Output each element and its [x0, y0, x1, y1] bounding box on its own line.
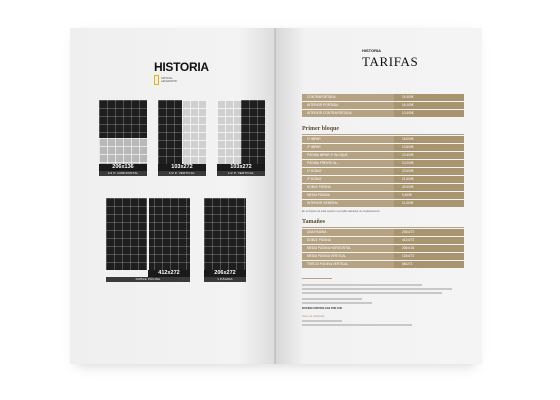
footnote-line [302, 288, 452, 290]
ad-size-label: 103x272 [158, 164, 206, 171]
footnote-line [302, 320, 342, 322]
ad-desc-label: DOBLE PÁGINA [106, 277, 190, 282]
table-row: MEDIA PÁGINA 9.400€ [302, 192, 464, 200]
ad-grid-dark [204, 198, 246, 270]
ad-size-label: 206x272 [204, 270, 246, 277]
ad-format-half-vertical-2 [217, 100, 265, 178]
section-heading: Primer bloque [302, 126, 340, 132]
footnote-rule [302, 278, 332, 279]
ad-grid-dark [99, 100, 147, 138]
section-heading: Tamaños [302, 219, 326, 225]
left-page [70, 28, 276, 364]
table-row: 2ª DOBLE 21.000€ [302, 176, 464, 184]
footnote-line [302, 284, 422, 286]
ad-desc-label: 1/2 P. HORIZONTAL [99, 171, 147, 176]
ad-size-label: 206x136 [99, 164, 147, 171]
ad-size-label: 103x272 [217, 164, 265, 171]
table-row: DOBLE PÁGINA 20.000€ [302, 184, 464, 192]
brand-subtitle [154, 75, 209, 85]
table-row: TERCIO PÁGINA VERTICAL 68x272 [302, 261, 464, 269]
table-row: INTERIOR CONTRAPORTADA 13.400€ [302, 110, 464, 118]
footnote-line [302, 302, 372, 304]
section-rule [302, 134, 464, 135]
first-block-table [302, 136, 464, 208]
table-row: INTERIOR GENERAL 11.500€ [302, 200, 464, 208]
footnote-bold: EFICIEN CONTROLADA POR OJD [302, 307, 343, 310]
rates-title: TARIFAS [362, 54, 419, 69]
ad-desc-label: 1/2 P. VERTICAL [158, 171, 206, 176]
table-row: INTERIOR PORTADA 16.100€ [302, 102, 464, 110]
table-row: 1ª DOBLE 23.000€ [302, 168, 464, 176]
ad-desc-label: 1 PÁGINA [204, 277, 246, 282]
yellow-frame-icon [154, 75, 159, 85]
footnote-line [302, 298, 362, 300]
brand-logo [154, 60, 209, 85]
table-row: 1ª IMPAR 15.000€ [302, 136, 464, 144]
table-row: PÁGINA FRENTE AL... 13.200€ [302, 160, 464, 168]
brand-sub-line-1: NATIONAL [161, 77, 173, 80]
footnote-line [302, 292, 442, 294]
right-page [276, 28, 482, 364]
sizes-table [302, 229, 464, 269]
footnote-line [302, 324, 412, 326]
ad-format-half-vertical [158, 100, 206, 178]
ad-grid-light [99, 138, 147, 164]
table-row: 2ª IMPAR 13.800€ [302, 144, 464, 152]
table-row: CONTRAPORTADA 15.400€ [302, 94, 464, 102]
ad-grid-dark [158, 100, 182, 164]
footnote-gold: Cierre de publicidad [302, 315, 325, 318]
ad-grid-light [217, 100, 241, 164]
section-rule [302, 227, 464, 228]
table-row: MEDIA PÁGINA VERTICAL 103x272 [302, 253, 464, 261]
brand-title: HISTORIA [154, 60, 209, 74]
rates-note: En el importe de cada espacio es posible adicionar un emplazamiento. [302, 210, 381, 213]
ad-desc-label: 1/2 P. VERTICAL [217, 171, 265, 176]
open-magazine [70, 28, 482, 364]
double-page-fold [147, 198, 149, 270]
brand-sub-line-2: GEOGRAPHIC [161, 80, 178, 83]
ad-format-half-horizontal [99, 100, 147, 178]
right-brand: HISTORIA [362, 48, 382, 53]
table-row: MEDIA PÁGINA HORIZONTAL 206x136 [302, 245, 464, 253]
table-row: DOBLE PÁGINA 412x272 [302, 237, 464, 245]
ad-size-label: 412x272 [148, 270, 190, 277]
ad-format-double-page [106, 198, 190, 284]
cover-rates-table [302, 94, 464, 118]
ad-format-full-page [204, 198, 246, 284]
table-row: UNA PÁGINA 206x272 [302, 229, 464, 237]
table-row: PÁGINA IMPAR 1º BLOQUE 13.400€ [302, 152, 464, 160]
